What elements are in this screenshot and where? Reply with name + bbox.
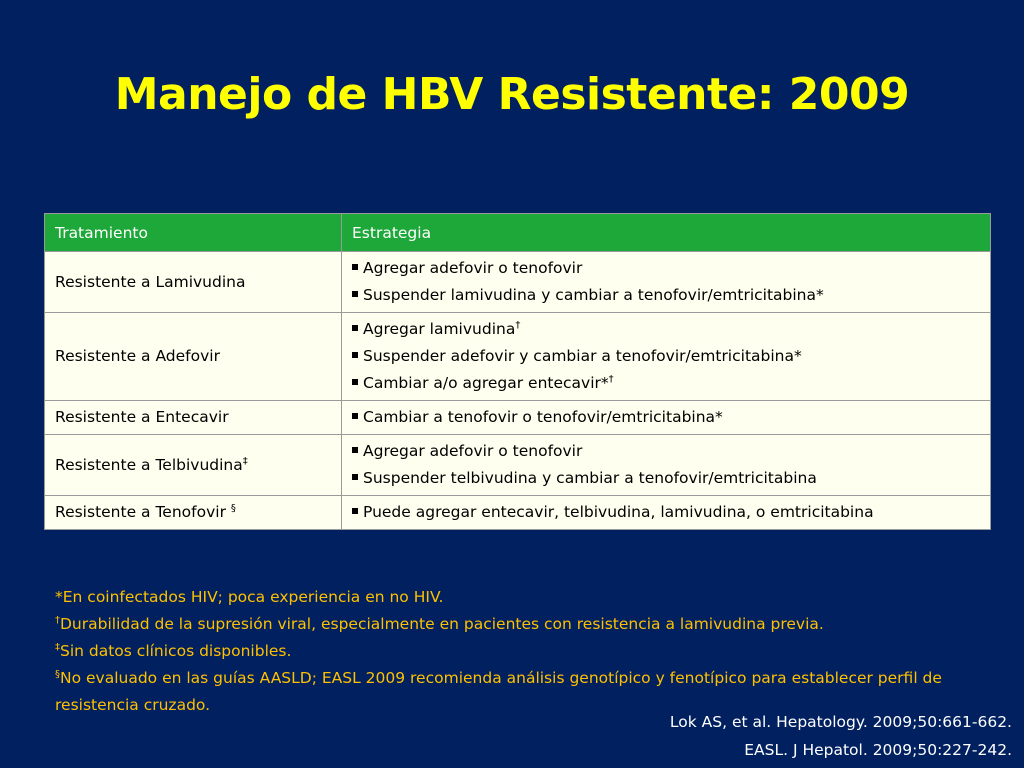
strategy-text: Agregar adefovir o tenofovir xyxy=(363,442,583,460)
strategy-cell xyxy=(342,496,991,530)
footnote-mark: † xyxy=(608,374,614,385)
header-strategy: Estrategia xyxy=(342,214,991,252)
square-bullet-icon xyxy=(352,447,358,453)
table-row xyxy=(45,401,991,435)
strategy-item xyxy=(352,282,980,309)
table-row xyxy=(45,313,991,401)
square-bullet-icon xyxy=(352,508,358,514)
treatment-label: Resistente a Tenofovir xyxy=(55,503,231,521)
square-bullet-icon xyxy=(352,474,358,480)
strategy-text: Puede agregar entecavir, telbivudina, lamivudina, o emtricitabina xyxy=(363,503,874,521)
strategy-text: Agregar lamivudina xyxy=(363,320,516,338)
treatment-cell xyxy=(45,401,342,435)
square-bullet-icon xyxy=(352,352,358,358)
footnote xyxy=(55,638,1020,665)
footnote-mark: § xyxy=(230,503,236,514)
strategy-item xyxy=(352,255,980,282)
footnote-mark: † xyxy=(515,320,521,331)
strategy-item xyxy=(352,499,980,526)
square-bullet-icon xyxy=(352,413,358,419)
strategy-text: Cambiar a tenofovir o tenofovir/emtricitabina* xyxy=(363,408,723,426)
strategy-item xyxy=(352,404,980,431)
strategy-text: Agregar adefovir o tenofovir xyxy=(363,259,583,277)
square-bullet-icon xyxy=(352,379,358,385)
strategy-item xyxy=(352,465,980,492)
treatment-cell xyxy=(45,496,342,530)
footnote xyxy=(55,584,1020,611)
footnote-mark: ‡ xyxy=(242,455,248,467)
square-bullet-icon xyxy=(352,264,358,270)
table-header-row xyxy=(45,214,991,252)
footnote-text: Durabilidad de la supresión viral, especialmente en pacientes con resistencia a lamivudina previa. xyxy=(60,615,824,633)
table-row xyxy=(45,435,991,496)
footnote-mark: ‡ xyxy=(55,642,60,653)
footnote-text: No evaluado en las guías AASLD; EASL 2009 recomienda análisis genotípico y fenotípico para establecer perfil de resistencia cruzado. xyxy=(55,669,942,714)
strategy-text: Cambiar a/o agregar entecavir* xyxy=(363,374,609,392)
strategy-cell xyxy=(342,313,991,401)
strategy-item xyxy=(352,316,980,343)
square-bullet-icon xyxy=(352,291,358,297)
strategy-text: Suspender adefovir y cambiar a tenofovir/emtricitabina* xyxy=(363,347,802,365)
footnote xyxy=(55,611,1020,638)
table-row xyxy=(45,252,991,313)
table-row xyxy=(45,496,991,530)
footnote-text: *En coinfectados HIV; poca experiencia en no HIV. xyxy=(55,588,444,606)
reference-line: EASL. J Hepatol. 2009;50:227-242. xyxy=(744,741,1012,759)
strategy-text: Suspender telbivudina y cambiar a tenofovir/emtricitabina xyxy=(363,469,817,487)
footnote-mark: † xyxy=(55,615,60,626)
table-body xyxy=(45,252,991,530)
square-bullet-icon xyxy=(352,325,358,331)
footnote-text: Sin datos clínicos disponibles. xyxy=(60,642,292,660)
references xyxy=(670,708,1012,764)
strategy-item xyxy=(352,370,980,397)
treatment-label: Resistente a Adefovir xyxy=(55,347,220,365)
treatment-cell xyxy=(45,252,342,313)
strategy-cell xyxy=(342,401,991,435)
treatment-cell xyxy=(45,313,342,401)
strategy-item xyxy=(352,438,980,465)
strategy-cell xyxy=(342,252,991,313)
treatment-cell xyxy=(45,435,342,496)
treatment-label: Resistente a Lamivudina xyxy=(55,272,246,291)
reference-line: Lok AS, et al. Hepatology. 2009;50:661-662. xyxy=(669,713,1012,731)
strategy-item xyxy=(352,343,980,370)
footnotes xyxy=(55,584,1020,719)
strategy-text: Suspender lamivudina y cambiar a tenofovir/emtricitabina* xyxy=(363,286,824,304)
footnote-mark: § xyxy=(55,669,60,680)
strategy-cell xyxy=(342,435,991,496)
resistance-management-table xyxy=(44,213,991,530)
slide-title: Manejo de HBV Resistente: 2009 xyxy=(114,69,910,120)
treatment-label: Resistente a Telbivudina xyxy=(55,455,243,474)
header-treatment: Tratamiento xyxy=(45,214,342,252)
treatment-label: Resistente a Entecavir xyxy=(55,408,229,426)
